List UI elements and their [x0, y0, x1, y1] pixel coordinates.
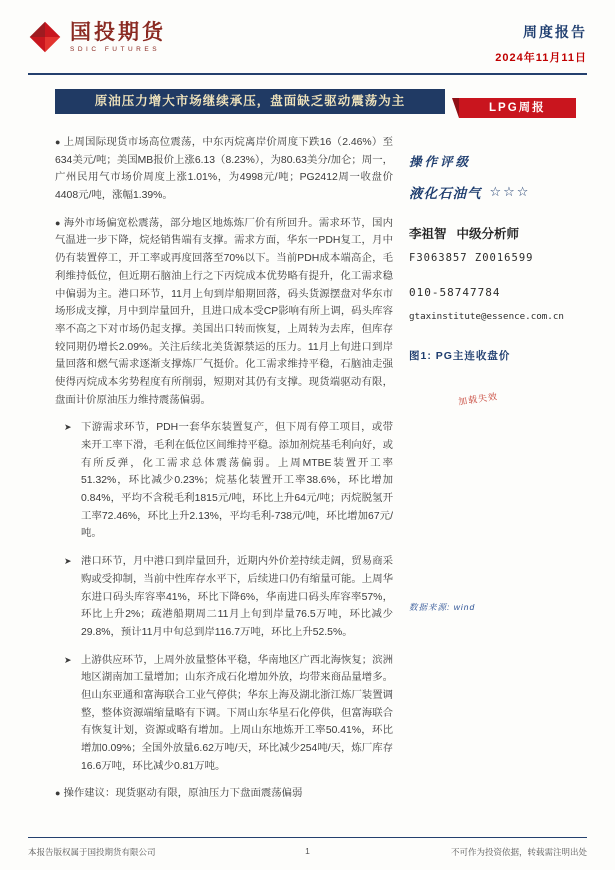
paragraph-text: 上游供应环节，上周外放量整体平稳，华南地区广西北海恢复；滨洲地区湖南加工量增加；山东齐成石化增加外放，均带来商品量增多。但山东亚通和富海联合工业气停供；华东上海及湖北浙江炼厂装置调整，整体资源端缩量略有下调。下周山东华星石化停供，但富海联合有恢复计划，资源或略有增加。上周山东地炼开工率50.41%，环比增加0.09%；全国外放量6.62万吨/天，环比减少254吨/天，炼厂库存16.6万吨，环比减少0.81万吨。: [81, 654, 393, 772]
paragraph-text: 下游需求环节，PDH一套华东装置复产，但下周有停工项目，或带来开工率下滑，毛利在低位区间维持平稳。添加剂烷基毛利向好，或有所反弹，化工需求总体震荡偏弱。上周MTBE装置开工率51.32%，环比减少0.23%；烷基化装置开工率38.6%，环比增加0.84%，平均不含税毛利1815元/吨，环比上升64元/吨；丙烷脱氢开工率72.46%，环比上升2.13%，平均毛利-738元/吨，环比增加67元/吨。: [81, 422, 393, 540]
report-paragraph: [55, 215, 393, 410]
title-row: [55, 89, 615, 118]
arrow-bullet-icon: ➤: [64, 654, 72, 665]
report-title: 原油压力增大市场继续承压，盘面缺乏驱动震荡为主: [55, 89, 445, 114]
contact-phone: 010-58747784: [409, 286, 501, 299]
logo-icon: [28, 20, 62, 54]
report-type: 周度报告: [523, 24, 587, 40]
report-paragraph: [55, 134, 393, 205]
product-rating: [409, 182, 585, 202]
report-paragraph: [55, 553, 393, 641]
report-body: [55, 134, 393, 813]
analyst-codes: F3063857 Z0016599: [409, 252, 534, 264]
contact-email: gtaxinstitute@essence.com.cn: [409, 311, 564, 322]
paragraph-text: 上周国际现货市场高位震荡，中东丙烷离岸价周度下跌16（2.46%）至634美元/吨；美国MB报价上涨6.13（8.23%），为80.63美分/加仑；周一，广州民用气市场价周度上涨1.01%，为4998元/吨；PG2412周一收盘价4408元/吨，涨幅1.39%。: [55, 137, 393, 202]
logo-subtitle: SDIC FUTURES: [70, 46, 161, 54]
paragraph-text: 海外市场偏宽松震荡，部分地区地炼炼厂价有所回升。需求环节，国内气温进一步下降，烷烃销售端有支撑。需求方面，华东一PDH复工，月中仍有装置停工，开工率或再度回落至70%以下。当前PDH成本端高企，毛利维持低位，但近期石脑油上行之下丙烷成本优势略有提升，化工需求稳中偏弱为主。港口环节，11月上旬到岸船期回落，码头货源摆盘对华东市场形成支撑，月中到岸量回升，且进口成本受CP影响有所上调，码头库容率不高之下对市场仍起支撑。美国出口转而恢复，上周转为去库，但库存较同期仍增长2.09%。关注后续北美货源禁运的压力。11月上旬进口到岸量回落和燃气需求逐渐支撑炼厂气挺价。化工需求维持平稳，石脑油走强使得丙烷成本劣势程度有所削弱，短期对其仍有支撑。现货端驱动有限，盘面计价原油压力维持震荡偏弱。: [55, 217, 394, 406]
arrow-bullet-icon: ➤: [64, 556, 72, 567]
logo-title: 国投期货: [70, 20, 166, 44]
rating-stars: ☆☆☆: [489, 184, 531, 199]
report-tag-ribbon: LPG周报: [459, 98, 576, 118]
bullet-icon: ●: [55, 217, 61, 228]
report-paragraph: [55, 652, 393, 776]
page-header: [0, 0, 615, 65]
paragraph-text: 港口环节，月中港口到岸量回升，近期内外价差持续走阔，贸易商采购或受抑制，当前中性库存水平下，后续进口仍有缩量可能。上周华东进口码头库容率41%，环比下降6%，华南进口码头库容率57%，环比上升2%；疏港船期周二11月上旬到岸量76.5万吨，环比减少29.8%，预计11月中旬总到岸116.7万吨，环比上升52.5%。: [81, 556, 393, 638]
report-date: 2024年11月11日: [495, 52, 587, 64]
figure-chart-placeholder: [409, 371, 585, 599]
rating-label: 操作评级: [409, 155, 472, 169]
figure-title: 图1: PG主连收盘价: [409, 350, 511, 362]
analyst-info: [409, 224, 585, 242]
product-name: 液化石油气: [409, 186, 482, 201]
logo-text: [70, 21, 166, 53]
content-area: [0, 118, 615, 813]
paragraph-text: 操作建议：现货驱动有限，原油压力下盘面震荡偏弱: [63, 788, 303, 800]
header-divider: [28, 73, 587, 75]
bullet-icon: ●: [55, 788, 61, 799]
operation-advice: [55, 785, 393, 803]
analyst-name: 李祖智: [409, 227, 447, 241]
report-meta: [495, 20, 587, 65]
page-number: 1: [305, 846, 310, 856]
arrow-bullet-icon: ➤: [64, 422, 72, 433]
report-paragraph: [55, 419, 393, 543]
sidebar: [409, 134, 585, 813]
data-source: 数据来源: wind: [409, 602, 476, 612]
page-footer: [28, 837, 587, 858]
analyst-title: 中级分析师: [456, 227, 520, 241]
footer-disclaimer: 不可作为投资依据，转载需注明出处: [450, 847, 587, 857]
chart-load-error: 加载失效: [457, 390, 499, 407]
footer-copyright: 本报告版权属于国投期货有限公司: [28, 847, 156, 857]
company-logo: [28, 20, 166, 54]
bullet-icon: ●: [55, 137, 61, 147]
